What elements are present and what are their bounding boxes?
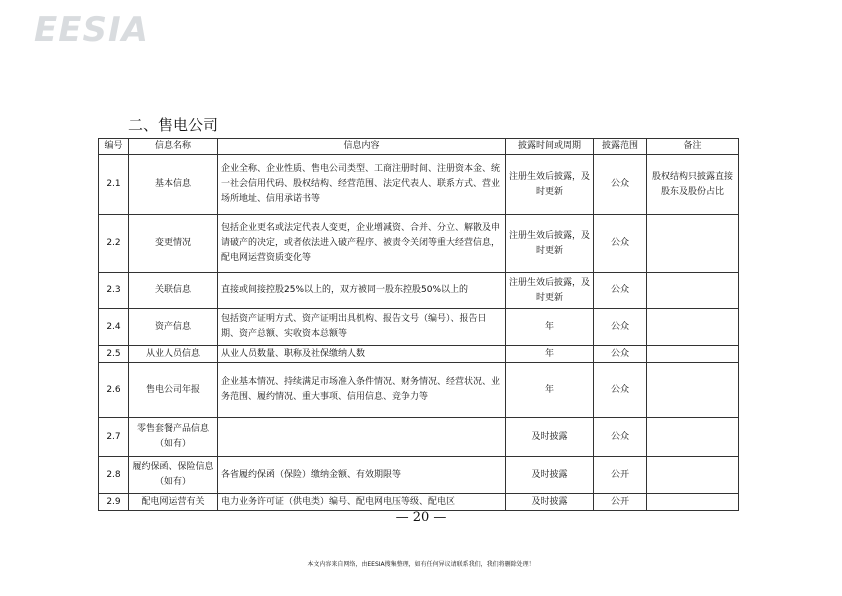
- table-row: [99, 457, 739, 494]
- header-info-name: 信息名称: [129, 139, 218, 155]
- row-number: 2.1: [99, 155, 129, 215]
- row-disclosure-scope: 公众: [594, 215, 647, 273]
- row-info-content: 各省履约保函（保险）缴纳金额、有效期限等: [218, 457, 506, 494]
- row-disclosure-period: 及时披露: [506, 418, 594, 457]
- row-info-content: 企业基本情况、持续满足市场准入条件情况、财务情况、经营状况、业务范围、履约情况、重大事项、信用信息、竞争力等: [218, 363, 506, 418]
- row-remarks: [647, 346, 739, 363]
- table-row: [99, 155, 739, 215]
- row-number: 2.5: [99, 346, 129, 363]
- row-number: 2.7: [99, 418, 129, 457]
- row-info-content: [218, 418, 506, 457]
- row-number: 2.3: [99, 273, 129, 309]
- row-info-content: 电力业务许可证（供电类）编号、配电网电压等级、配电区: [218, 494, 506, 511]
- row-disclosure-period: 注册生效后披露，及时更新: [506, 215, 594, 273]
- row-remarks: 股权结构只披露直接股东及股份占比: [647, 155, 739, 215]
- row-info-content: 从业人员数量、职称及社保缴纳人数: [218, 346, 506, 363]
- row-info-name: 变更情况: [129, 215, 218, 273]
- table-row: [99, 215, 739, 273]
- row-disclosure-period: 及时披露: [506, 494, 594, 511]
- row-disclosure-scope: 公众: [594, 346, 647, 363]
- row-info-name: 零售套餐产品信息（如有）: [129, 418, 218, 457]
- table-row: [99, 273, 739, 309]
- row-disclosure-period: 年: [506, 309, 594, 346]
- row-info-content: 包括企业更名或法定代表人变更，企业增减资、合并、分立、解散及申请破产的决定，或者依法进入破产程序、被责令关闭等重大经营信息，配电网运营资质变化等: [218, 215, 506, 273]
- row-number: 2.2: [99, 215, 129, 273]
- row-disclosure-period: 年: [506, 363, 594, 418]
- row-info-content: 包括资产证明方式、资产证明出具机构、报告文号（编号）、报告日期、资产总额、实收资本总额等: [218, 309, 506, 346]
- row-disclosure-scope: 公众: [594, 273, 647, 309]
- header-disclosure-scope: 披露范围: [594, 139, 647, 155]
- row-remarks: [647, 215, 739, 273]
- header-number: 编号: [99, 139, 129, 155]
- table-row: [99, 363, 739, 418]
- row-info-name: 从业人员信息: [129, 346, 218, 363]
- row-remarks: [647, 457, 739, 494]
- row-number: 2.4: [99, 309, 129, 346]
- table-row: [99, 418, 739, 457]
- row-info-name: 关联信息: [129, 273, 218, 309]
- header-remarks: 备注: [647, 139, 739, 155]
- row-disclosure-scope: 公众: [594, 418, 647, 457]
- row-info-content: 直接或间接控股25%以上的，双方被同一股东控股50%以上的: [218, 273, 506, 309]
- row-number: 2.9: [99, 494, 129, 511]
- row-info-name: 配电网运营有关: [129, 494, 218, 511]
- footer-notice: 本文内容来自网络，由EESIA搜集整理，如有任何异议请联系我们，我们将删除处理！: [307, 561, 535, 568]
- row-remarks: [647, 494, 739, 511]
- page-number: — 20 —: [395, 510, 447, 525]
- table-header-row: [99, 139, 739, 155]
- row-remarks: [647, 273, 739, 309]
- row-disclosure-period: 年: [506, 346, 594, 363]
- row-info-name: 资产信息: [129, 309, 218, 346]
- row-disclosure-scope: 公众: [594, 155, 647, 215]
- table-row: [99, 309, 739, 346]
- eesia-logo: EESIA: [34, 10, 149, 50]
- row-info-name: 售电公司年报: [129, 363, 218, 418]
- row-disclosure-scope: 公开: [594, 457, 647, 494]
- row-number: 2.6: [99, 363, 129, 418]
- row-disclosure-period: 注册生效后披露，及时更新: [506, 273, 594, 309]
- header-disclosure-period: 披露时间或周期: [506, 139, 594, 155]
- disclosure-table: [98, 138, 739, 511]
- table-row: [99, 494, 739, 511]
- row-disclosure-period: 及时披露: [506, 457, 594, 494]
- table-row: [99, 346, 739, 363]
- row-disclosure-scope: 公开: [594, 494, 647, 511]
- row-disclosure-scope: 公众: [594, 363, 647, 418]
- section-title: 二、售电公司: [128, 116, 219, 134]
- row-disclosure-scope: 公众: [594, 309, 647, 346]
- row-disclosure-period: 注册生效后披露，及时更新: [506, 155, 594, 215]
- row-remarks: [647, 418, 739, 457]
- row-remarks: [647, 309, 739, 346]
- row-number: 2.8: [99, 457, 129, 494]
- row-info-name: 履约保函、保险信息（如有）: [129, 457, 218, 494]
- row-info-name: 基本信息: [129, 155, 218, 215]
- row-remarks: [647, 363, 739, 418]
- row-info-content: 企业全称、企业性质、售电公司类型、工商注册时间、注册资本金、统一社会信用代码、股权结构、经营范围、法定代表人、联系方式、营业场所地址、信用承诺书等: [218, 155, 506, 215]
- header-info-content: 信息内容: [218, 139, 506, 155]
